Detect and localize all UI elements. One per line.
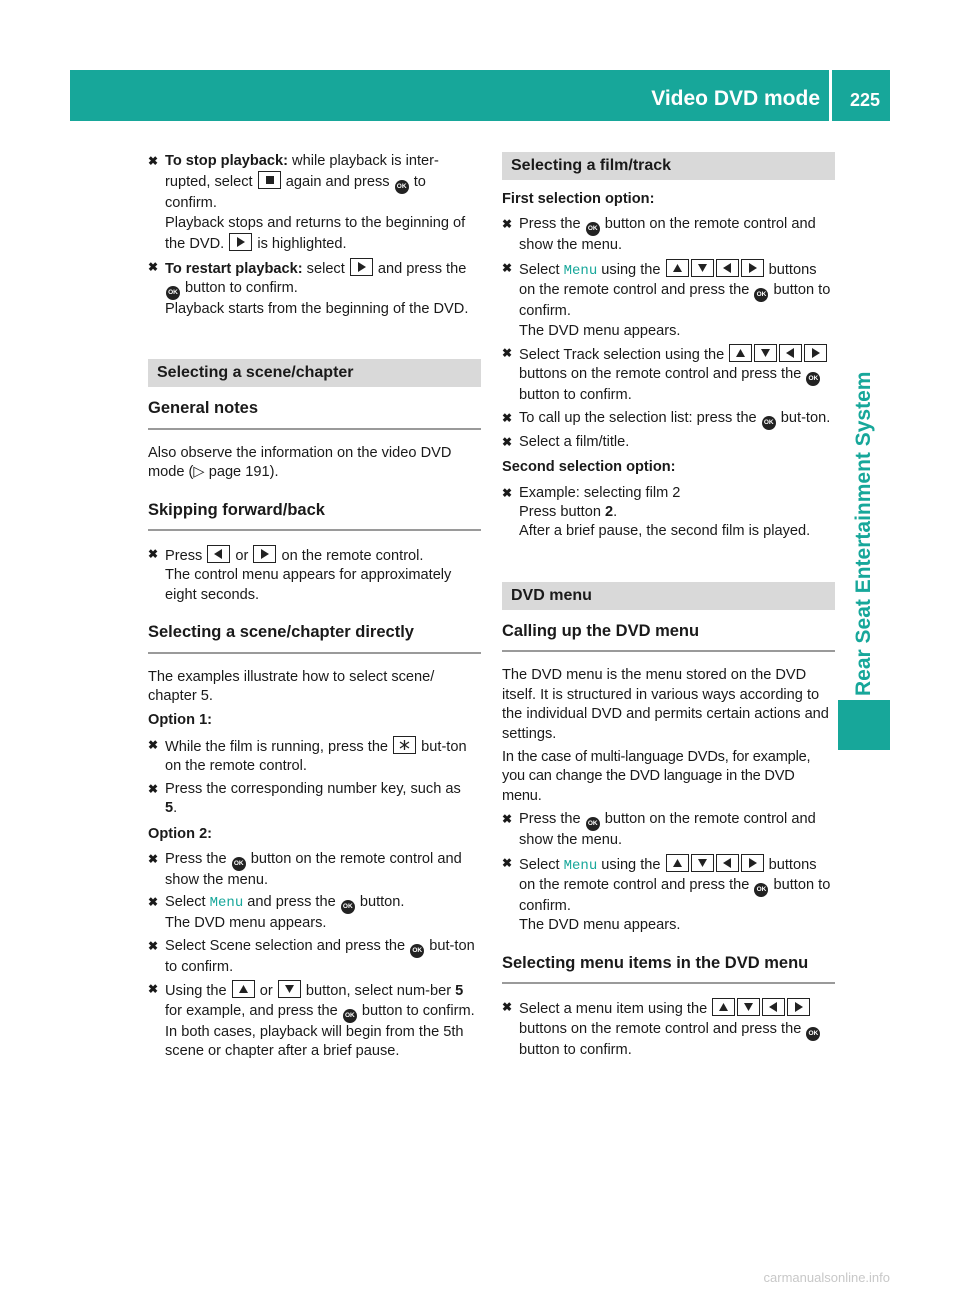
play-icon (804, 344, 827, 362)
step-skip: ✖ Press or on the remote control. The control menu appears for approximately eight seconds. (148, 547, 452, 603)
page-number: 225 (849, 90, 880, 110)
option-2-label: Option 2: (148, 825, 213, 842)
step-i1: ✖ Select a menu item using the buttons on the remote control and press the OK button to confirm. (502, 998, 835, 1060)
play-icon (741, 854, 764, 872)
ok-button-icon: OK (586, 817, 600, 831)
step-c2: ✖ Select Menu using the buttons on the remote control and press the OK button to confirm. The DVD menu appears. (502, 855, 831, 934)
ok-button-icon: OK (395, 180, 409, 194)
ok-button-icon: OK (410, 944, 424, 958)
play-icon (741, 259, 764, 277)
heading-general-notes: General notes (148, 399, 481, 429)
step-marker-icon: ✖ (502, 434, 513, 449)
direct-intro: The examples illustrate how to select scene/ chapter 5. (148, 668, 435, 705)
step-marker-icon: ✖ (148, 259, 159, 274)
side-tab-label: Rear Seat Entertainment System (852, 371, 875, 696)
up-arrow-icon (729, 344, 752, 362)
section-band-film: Selecting a film/track (502, 152, 835, 180)
step-marker-icon: ✖ (148, 547, 159, 562)
ok-button-icon: OK (341, 900, 355, 914)
step-f1: ✖ Press the OK button on the remote control and show the menu. (502, 216, 816, 254)
heading-calling: Calling up the DVD menu (502, 622, 835, 652)
menu-option: Menu (563, 262, 598, 279)
ok-button-icon: OK (762, 416, 776, 430)
up-arrow-icon (666, 854, 689, 872)
ok-button-icon: OK (754, 883, 768, 897)
side-tab (838, 140, 890, 700)
step-restart-playback: ✖ To restart playback: select and press the OK button to confirm. Playback starts from the beginning of the DVD. (148, 259, 469, 318)
side-marker (838, 700, 890, 750)
step-opt2-2: ✖ Select Menu and press the OK button. The DVD menu appears. (148, 894, 405, 932)
left-arrow-icon (779, 344, 802, 362)
ok-button-icon: OK (754, 288, 768, 302)
header-divider (829, 70, 832, 121)
ok-button-icon: OK (806, 1027, 820, 1041)
step-marker-icon: ✖ (148, 895, 159, 910)
step-s1: ✖ Example: selecting film 2 Press button 2. After a brief pause, the second film is played. (502, 484, 811, 540)
step-f3: ✖ Select Track selection using the buttons on the remote control and press the OK button to confirm. (502, 344, 835, 406)
up-arrow-icon (666, 259, 689, 277)
step-c1: ✖ Press the OK button on the remote control and show the menu. (502, 811, 816, 849)
step-marker-icon: ✖ (502, 260, 513, 275)
step-f2: ✖ Select Menu using the buttons on the remote control and press the OK button to confirm. The DVD menu appears. (502, 260, 831, 339)
up-arrow-icon (712, 998, 735, 1016)
watermark: carmanualsonline.info (763, 1270, 890, 1285)
step-marker-icon: ✖ (148, 737, 159, 752)
ok-button-icon: OK (586, 222, 600, 236)
ok-button-icon: OK (343, 1009, 357, 1023)
step-marker-icon: ✖ (148, 781, 159, 796)
step-marker-icon: ✖ (502, 346, 513, 361)
calling-paragraph-2: In the case of multi-language DVDs, for example, you can change the DVD language in the DVD menu. (502, 748, 811, 804)
step-marker-icon: ✖ (502, 217, 513, 232)
heading-menu-items: Selecting menu items in the DVD menu (502, 954, 835, 984)
right-column (502, 152, 835, 1063)
down-arrow-icon (737, 998, 760, 1016)
calling-paragraph-1: The DVD menu is the menu stored on the DVD itself. It is structured in various ways according to the individual DVD and permits certain actions and settings. (502, 667, 829, 742)
section-title: Video DVD mode (651, 87, 820, 110)
step-opt1-2: ✖ Press the corresponding number key, such as 5. (148, 780, 461, 817)
left-column (148, 152, 481, 1064)
step-stop-playback: ✖ To stop playback: while playback is inter-rupted, select again and press OK to confirm. Playback stops and returns to the beginning of the DVD. is highlighted. (148, 153, 466, 253)
play-icon (229, 233, 252, 251)
section-band-scene: Selecting a scene/chapter (148, 359, 481, 387)
step-opt1-1: ✖ While the film is running, press the but-ton on the remote control. (148, 737, 467, 775)
step-marker-icon: ✖ (502, 1000, 513, 1015)
step-opt2-3: ✖ Select Scene selection and press the OK but-ton to confirm. (148, 937, 475, 975)
section-band-dvd-menu: DVD menu (502, 582, 835, 610)
play-icon (787, 998, 810, 1016)
header-bar (70, 70, 890, 121)
play-icon (350, 258, 373, 276)
down-arrow-icon (691, 854, 714, 872)
ok-button-icon: OK (232, 857, 246, 871)
play-icon (253, 545, 276, 563)
general-notes-text: Also observe the information on the video DVD mode (▷ page 191). (148, 444, 452, 481)
step-marker-icon: ✖ (502, 855, 513, 870)
ok-button-icon: OK (166, 286, 180, 300)
heading-direct: Selecting a scene/chapter directly (148, 623, 481, 653)
step-f5: ✖ Select a film/title. (502, 433, 835, 452)
dvd-menu-icon (393, 736, 416, 754)
step-marker-icon: ✖ (502, 812, 513, 827)
step-marker-icon: ✖ (148, 982, 159, 997)
down-arrow-icon (278, 980, 301, 998)
step-marker-icon: ✖ (148, 154, 159, 168)
up-arrow-icon (232, 980, 255, 998)
left-arrow-icon (207, 545, 230, 563)
ok-button-icon: OK (806, 372, 820, 386)
first-option-label: First selection option: (502, 191, 655, 207)
left-arrow-icon (716, 259, 739, 277)
left-arrow-icon (762, 998, 785, 1016)
menu-option: Menu (209, 895, 244, 912)
heading-skipping: Skipping forward/back (148, 501, 481, 531)
down-arrow-icon (691, 259, 714, 277)
page-ref-icon: ▷ (193, 464, 205, 481)
option-1-label: Option 1: (148, 711, 213, 728)
left-arrow-icon (716, 854, 739, 872)
second-option-label: Second selection option: (502, 459, 676, 476)
step-marker-icon: ✖ (148, 851, 159, 866)
step-marker-icon: ✖ (502, 410, 513, 425)
down-arrow-icon (754, 344, 777, 362)
stop-icon (258, 171, 281, 189)
step-opt2-4: ✖ Using the or button, select num-ber 5 for example, and press the OK button to confirm. In both cases, playback will begin from the 5th scene or chapter after a brief pause. (148, 982, 475, 1059)
step-marker-icon: ✖ (148, 938, 159, 953)
menu-option: Menu (563, 857, 598, 874)
step-marker-icon: ✖ (502, 485, 513, 500)
step-opt2-1: ✖ Press the OK button on the remote control and show the menu. (148, 850, 462, 888)
step-f4: ✖ To call up the selection list: press the OK but-ton. (502, 409, 835, 430)
